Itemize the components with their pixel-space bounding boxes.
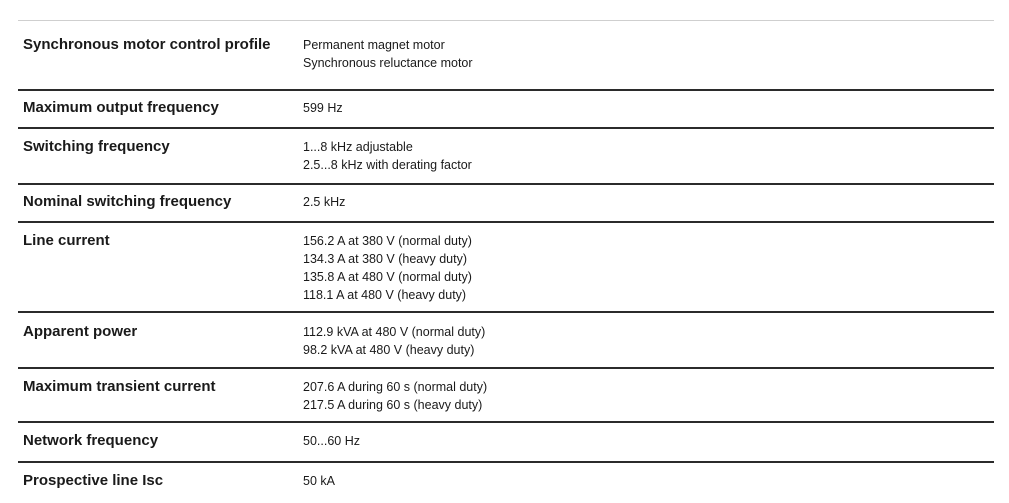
spec-values: [303, 432, 994, 461]
spec-value: 134.3 A at 380 V (heavy duty): [303, 252, 468, 266]
spec-value: 1...8 kHz adjustable: [303, 140, 413, 154]
spec-values: [303, 36, 994, 89]
spec-values: [303, 193, 994, 221]
spec-row-nominal-switching-frequency: [18, 185, 994, 223]
spec-value: 2.5...8 kHz with derating factor: [303, 158, 472, 172]
spec-label: Network frequency: [23, 432, 159, 449]
spec-values: [303, 323, 994, 367]
spec-value: 112.9 kVA at 480 V (normal duty): [303, 325, 486, 339]
spec-row-switching-frequency: [18, 129, 994, 185]
spec-value: 135.8 A at 480 V (normal duty): [303, 270, 472, 284]
spec-value: 156.2 A at 380 V (normal duty): [303, 234, 472, 248]
spec-values: [303, 99, 994, 127]
spec-value: Permanent magnet motor: [303, 38, 445, 52]
spec-label: Line current: [23, 232, 110, 249]
spec-values: [303, 232, 994, 311]
spec-value: 599 Hz: [303, 101, 343, 115]
spec-value: 2.5 kHz: [303, 195, 346, 209]
spec-value: 50 kA: [303, 474, 335, 488]
spec-values: [303, 472, 994, 503]
spec-row-max-output-frequency: [18, 91, 994, 129]
top-divider: [18, 20, 994, 21]
spec-row-max-transient-current: [18, 369, 994, 423]
spec-row-network-frequency: [18, 423, 994, 463]
spec-label: Prospective line Isc: [23, 472, 164, 489]
spec-label: Maximum output frequency: [23, 99, 219, 116]
spec-value: 217.5 A during 60 s (heavy duty): [303, 398, 483, 412]
spec-value: 207.6 A during 60 s (normal duty): [303, 380, 488, 394]
spec-values: [303, 378, 994, 421]
spec-sheet: [18, 20, 994, 503]
spec-value: 118.1 A at 480 V (heavy duty): [303, 288, 467, 302]
spec-label: Apparent power: [23, 323, 138, 340]
spec-label: Switching frequency: [23, 138, 170, 155]
spec-row-motor-control-profile: [18, 27, 994, 91]
spec-row-line-current: [18, 223, 994, 313]
spec-label: Maximum transient current: [23, 378, 216, 395]
spec-value: 98.2 kVA at 480 V (heavy duty): [303, 343, 475, 357]
spec-value: Synchronous reluctance motor: [303, 56, 473, 70]
spec-label: Synchronous motor control profile: [23, 36, 271, 53]
spec-values: [303, 138, 994, 183]
spec-label: Nominal switching frequency: [23, 193, 232, 210]
spec-value: 50...60 Hz: [303, 434, 360, 448]
spec-row-apparent-power: [18, 313, 994, 369]
spec-row-prospective-line-isc: [18, 463, 994, 503]
